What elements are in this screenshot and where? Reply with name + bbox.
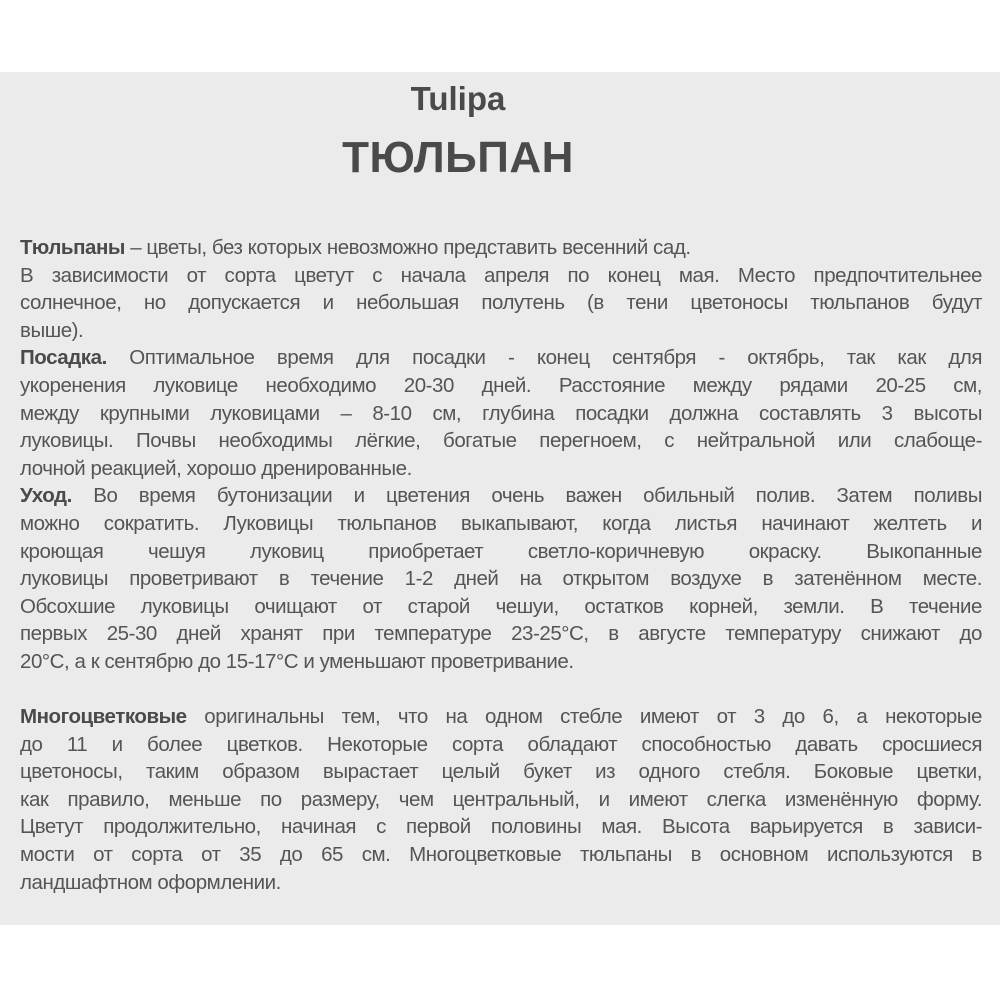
- text-line: [20, 317, 982, 345]
- line-text: первых 25-30 дней хранят при температуре 23-25°С, в августе температуру снижают до: [20, 622, 982, 646]
- text-line: [20, 400, 982, 428]
- document-body: [20, 234, 982, 896]
- latin-name: Tulipa: [410, 80, 506, 117]
- paragraph-lead: Посадка.: [20, 346, 107, 370]
- paragraph-lead: Тюльпаны: [20, 236, 125, 259]
- line-text: Цветут продолжительно, начиная с первой половины мая. Высота варьируется в зависи-: [20, 815, 982, 839]
- line-text: кроющая чешуя луковиц приобретает светло-коричневую окраску. Выкопанные: [20, 539, 982, 563]
- text-line: [20, 455, 982, 483]
- line-text: до 11 и более цветков. Некоторые сорта обладают способностью давать сросшиеся: [20, 732, 982, 756]
- text-line: [20, 813, 982, 841]
- text-line: [20, 427, 982, 455]
- paragraph: [20, 234, 982, 262]
- line-text: мости от сорта от 35 до 65 см. Многоцветковые тюльпаны в основном используются в: [20, 843, 982, 867]
- line-text: Во время бутонизации и цветения очень важен обильный полив. Затем поливы: [71, 484, 982, 508]
- text-line: [20, 482, 982, 510]
- line-text: выше).: [20, 318, 84, 342]
- paragraph: [20, 262, 982, 345]
- text-line: [20, 869, 982, 897]
- text-line: [20, 786, 982, 814]
- line-text: между крупными луковицами – 8-10 см, глубина посадки должна составлять 3 высоты: [20, 401, 982, 425]
- line-text: луковицы. Почвы необходимы лёгкие, богатые перегноем, с нейтральной или слабоще-: [20, 429, 982, 453]
- text-line: [20, 565, 982, 593]
- text-line: [20, 593, 982, 621]
- text-line: [20, 262, 982, 290]
- line-text: оригинальны тем, что на одном стебле имеют от 3 до 6, а некоторые: [186, 705, 982, 729]
- line-text: В зависимости от сорта цветут с начала апреля по конец мая. Место предпочтительнее: [20, 263, 982, 287]
- line-text: можно сократить. Луковицы тюльпанов выкапывают, когда листья начинают желтеть и: [20, 511, 982, 535]
- paragraph-lead: Уход.: [20, 484, 72, 508]
- line-text: Обсохшие луковицы очищают от старой чешуи, остатков корней, земли. В течение: [20, 594, 982, 618]
- text-line: [20, 703, 982, 731]
- paragraph-lead: Многоцветковые: [20, 705, 187, 729]
- line-text: укоренения луковице необходимо 20-30 дней. Расстояние между рядами 20-25 см,: [20, 373, 982, 397]
- text-line: [20, 841, 982, 869]
- line-text: цветоносы, таким образом вырастает целый букет из одного стебля. Боковые цветки,: [20, 760, 982, 784]
- text-line: [20, 731, 982, 759]
- paragraph: [20, 482, 982, 675]
- text-line: [20, 289, 982, 317]
- line-text: как правило, меньше по размеру, чем центральный, и имеют слегка изменённую форму.: [20, 787, 982, 811]
- line-text: Оптимальное время для посадки - конец сентября - октябрь, так как для: [106, 346, 982, 370]
- line-text: 20°С, а к сентябрю до 15-17°С и уменьшают проветривание.: [20, 649, 574, 673]
- text-line: [20, 648, 982, 676]
- text-line: [20, 510, 982, 538]
- text-line: [20, 620, 982, 648]
- text-line: [20, 372, 982, 400]
- text-line: [20, 758, 982, 786]
- page-title: ТЮЛЬПАН: [342, 133, 574, 182]
- text-line: [20, 344, 982, 372]
- line-text: луковицы проветривают в течение 1-2 дней на открытом воздухе в затенённом месте.: [20, 567, 982, 591]
- line-text: лочной реакцией, хорошо дренированные.: [20, 456, 412, 480]
- text-line: [20, 234, 982, 262]
- paragraph: [20, 344, 982, 482]
- line-text: ландшафтном оформлении.: [20, 870, 281, 894]
- line-text: – цветы, без которых невозможно представить весенний сад.: [124, 236, 691, 259]
- paragraph-gap: [20, 676, 982, 704]
- paragraph: [20, 703, 982, 896]
- line-text: солнечное, но допускается и небольшая полутень (в тени цветоносы тюльпанов будут: [20, 291, 982, 315]
- text-line: [20, 538, 982, 566]
